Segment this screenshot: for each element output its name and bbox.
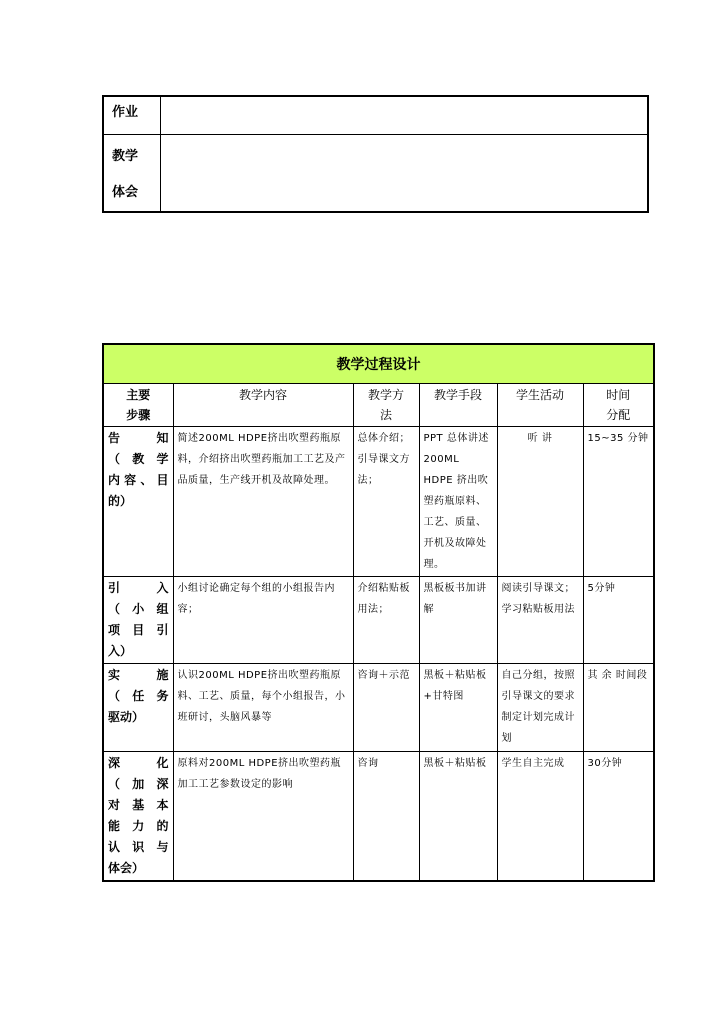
table-row: [103, 577, 654, 664]
reflection-value: [161, 134, 649, 212]
row-step: [103, 427, 173, 577]
row-time: 15~35 分钟: [583, 427, 654, 577]
row-time: 其 余 时间段: [583, 664, 654, 752]
summary-table: [102, 95, 649, 213]
step-line: 驱动）: [108, 710, 145, 724]
row-content: 简述200ML HDPE挤出吹塑药瓶原料，介绍挤出吹塑药瓶加工工艺及产品质量，生产线开机及故障处理。: [173, 427, 353, 577]
table-row: [103, 664, 654, 752]
header-time-line2: 分配: [606, 408, 631, 422]
row-means: PPT 总体讲述 200ML HDPE 挤出吹塑药瓶原料、工艺、质量、开机及故障处理。: [419, 427, 497, 577]
reflection-label-line2: 体会: [112, 184, 139, 200]
row-step: [103, 577, 173, 664]
step-line: 内容、目: [108, 473, 169, 487]
row-means: 黑板＋粘贴板: [419, 752, 497, 882]
header-time: [583, 384, 654, 427]
row-content: 原料对200ML HDPE挤出吹塑药瓶加工工艺参数设定的影响: [173, 752, 353, 882]
homework-value: [161, 96, 649, 134]
step-line: （ 任 务: [108, 689, 169, 703]
header-student: 学生活动: [497, 384, 583, 427]
homework-label: 作业: [103, 96, 161, 134]
step-line: 实施: [108, 668, 169, 682]
table-row: [103, 752, 654, 882]
row-means: 黑板板书加讲解: [419, 577, 497, 664]
header-steps: [103, 384, 173, 427]
step-line: （ 小 组: [108, 602, 169, 616]
row-step: [103, 664, 173, 752]
step-line: 的）: [108, 494, 133, 508]
header-method: [353, 384, 419, 427]
table-row: [103, 427, 654, 577]
row-student: 学生自主完成: [497, 752, 583, 882]
process-title: 教学过程设计: [103, 344, 654, 384]
reflection-label: [103, 134, 161, 212]
header-steps-line1: 主要: [126, 388, 151, 402]
row-method: 总体介绍；引导课文方法；: [353, 427, 419, 577]
step-line: 引入: [108, 581, 169, 595]
step-line: （ 加 深: [108, 777, 169, 791]
step-line: 项 目 引: [108, 623, 169, 637]
step-line: 告知: [108, 431, 169, 445]
reflection-label-line1: 教学: [112, 148, 139, 164]
row-student: 阅读引导课文；学习粘贴板用法: [497, 577, 583, 664]
row-student: 自己分组，按照引导课文的要求制定计划完成计划: [497, 664, 583, 752]
step-line: 体会）: [108, 861, 145, 875]
step-line: 对 基 本: [108, 798, 169, 812]
header-steps-line2: 步骤: [126, 408, 151, 422]
row-step: [103, 752, 173, 882]
header-content: 教学内容: [173, 384, 353, 427]
row-method: 介绍粘贴板用法；: [353, 577, 419, 664]
row-method: 咨询: [353, 752, 419, 882]
header-time-line1: 时间: [606, 388, 631, 402]
step-line: 认 识 与: [108, 840, 169, 854]
header-means: 教学手段: [419, 384, 497, 427]
row-content: 小组讨论确定每个组的小组报告内容；: [173, 577, 353, 664]
row-method: 咨询＋示范: [353, 664, 419, 752]
step-line: （ 教 学: [108, 452, 169, 466]
header-method-line2: 法: [379, 408, 392, 422]
row-student: 听 讲: [497, 427, 583, 577]
row-content: 认识200ML HDPE挤出吹塑药瓶原料、工艺、质量，每个小组报告，小班研讨，头脑风暴等: [173, 664, 353, 752]
step-line: 能 力 的: [108, 819, 169, 833]
step-line: 入）: [108, 644, 133, 658]
row-time: 30分钟: [583, 752, 654, 882]
header-method-line1: 教学方: [367, 388, 404, 402]
row-time: 5分钟: [583, 577, 654, 664]
process-table: [102, 343, 655, 882]
step-line: 深化: [108, 756, 169, 770]
row-means: 黑板＋粘贴板+甘特图: [419, 664, 497, 752]
